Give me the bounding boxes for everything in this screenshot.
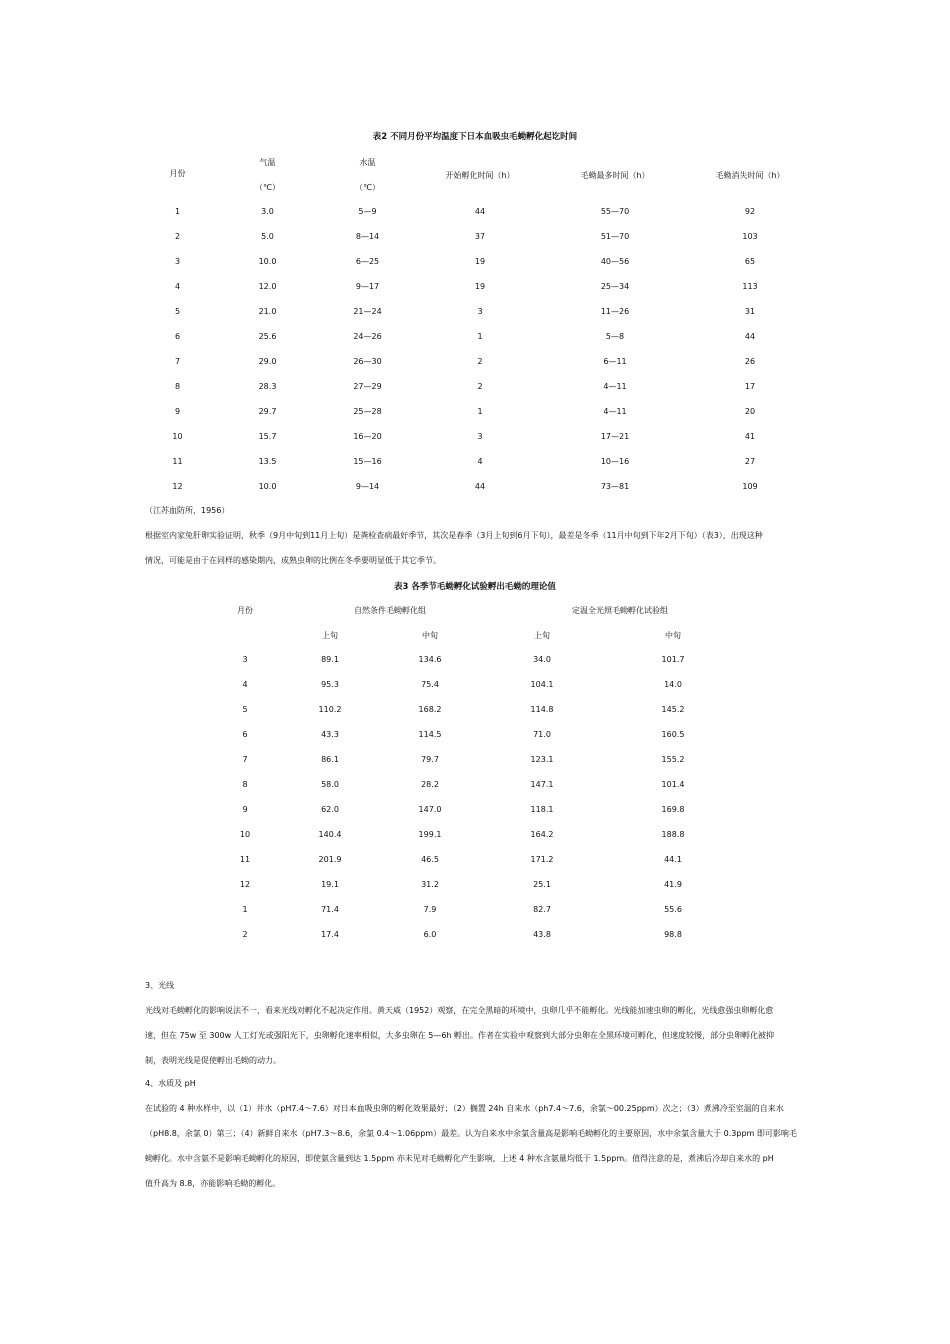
table2-cell: 31 xyxy=(744,307,756,316)
table2-cell: 29.0 xyxy=(258,357,277,366)
table3-cell: 1 xyxy=(242,905,248,914)
table3-cell: 19.1 xyxy=(321,880,339,889)
table2-cell: 5.0 xyxy=(261,232,274,241)
table3-cell: 95.3 xyxy=(321,680,339,689)
table2-cell: 25.6 xyxy=(258,332,277,341)
table2-cell: 40—56 xyxy=(600,257,630,266)
table3-cell: 5 xyxy=(242,705,248,714)
table2-cell: 4—11 xyxy=(603,407,627,416)
table2-cell: 6 xyxy=(174,332,181,341)
table3-cell: 123.1 xyxy=(530,755,554,764)
table3-cell: 71.0 xyxy=(533,730,551,739)
table3-cell: 86.1 xyxy=(321,755,339,764)
table2-cell: 17 xyxy=(744,382,756,391)
table3-cell: 98.8 xyxy=(664,930,682,939)
table3-cell: 147.1 xyxy=(530,780,554,789)
table3-cell: 145.2 xyxy=(661,705,685,714)
table3-cell: 79.7 xyxy=(421,755,439,764)
table2-cell: 55—70 xyxy=(600,207,630,216)
table2-cell: 6—11 xyxy=(603,357,627,366)
table2-cell: 11 xyxy=(172,457,183,466)
table3-cell: 82.7 xyxy=(533,905,551,914)
table2-cell: 51—70 xyxy=(600,232,630,241)
table3-cell: 8 xyxy=(242,780,248,789)
table2-header-end-time: 毛蚴消失时间（h） xyxy=(715,171,785,180)
table3-cell: 4 xyxy=(242,680,248,689)
table2-cell: 26—30 xyxy=(353,357,382,366)
table2-cell: 19 xyxy=(474,257,486,266)
table2-cell: 27—29 xyxy=(353,382,382,391)
table3-cell: 155.2 xyxy=(661,755,685,764)
table2-cell: 6—25 xyxy=(355,257,380,266)
table3-cell: 147.0 xyxy=(418,805,442,814)
table3-cell: 25.1 xyxy=(533,880,551,889)
table3-cell: 41.9 xyxy=(664,880,682,889)
table2-cell: 10.0 xyxy=(258,482,277,491)
table2-cell: 109 xyxy=(742,482,758,491)
table3-cell: 104.1 xyxy=(530,680,554,689)
table2-cell: 8—14 xyxy=(355,232,380,241)
table3-cell: 43.3 xyxy=(321,730,339,739)
table3-cell: 6.0 xyxy=(423,930,437,939)
table3-cell: 12 xyxy=(239,880,251,889)
table3-cell: 188.8 xyxy=(661,830,685,839)
table3-cell: 199.1 xyxy=(418,830,442,839)
paragraph-line: 情况，可能是由于在同样的感染期内，成熟虫卵的比例在冬季要明显低于其它季节。 xyxy=(145,556,441,565)
table3-subheader-mid: 中旬 xyxy=(422,631,438,640)
table2-header-month: 月份 xyxy=(169,169,186,178)
table2-cell: 5—8 xyxy=(605,332,625,341)
table2-cell: 5—9 xyxy=(358,207,377,216)
table2-cell: 12.0 xyxy=(258,282,277,291)
paragraph-line: 在试验的 4 种水样中，以（1）井水（pH7.4～7.6）对日本血吸虫卵的孵化效果最好；（2）搁置 24h 自来水（ph7.4～7.6，余氯～00.25ppm）次之；（3）煮沸冷至室温的自来水 xyxy=(145,1104,784,1113)
table2-cell: 9 xyxy=(174,407,181,416)
table2-cell: 3 xyxy=(477,307,483,316)
table2-cell: 25—34 xyxy=(600,282,630,291)
table3-cell: 134.6 xyxy=(418,655,442,664)
table2-cell: 1 xyxy=(174,207,181,216)
table3-title: 表3 各季节毛蚴孵化试验孵出毛蚴的理论值 xyxy=(394,582,556,592)
paragraph-line: 值升高为 8.8，亦能影响毛蚴的孵化。 xyxy=(145,1179,281,1188)
table3-subheader-early: 上旬 xyxy=(534,631,550,640)
table3-cell: 75.4 xyxy=(421,680,439,689)
table3-cell: 7.9 xyxy=(423,905,437,914)
table2-cell: 13.5 xyxy=(258,457,277,466)
table3-cell: 71.4 xyxy=(321,905,339,914)
table2-cell: 113 xyxy=(742,282,758,291)
table2-cell: 7 xyxy=(174,357,181,366)
table2-cell: 73—81 xyxy=(600,482,630,491)
table2-title: 表2 不同月份平均温度下日本血吸虫毛蚴孵化起讫时间 xyxy=(372,132,578,142)
table3-cell: 10 xyxy=(239,830,251,839)
table2-cell: 9—14 xyxy=(355,482,380,491)
table2-cell: 10.0 xyxy=(258,257,277,266)
table2-header-water-temp: 水温 xyxy=(359,158,376,167)
table3-cell: 14.0 xyxy=(664,680,682,689)
table2-cell: 17—21 xyxy=(600,432,630,441)
table2-cell: 28.3 xyxy=(258,382,277,391)
paragraph-line: 根据室内家兔肝卵实验证明，秋季（9月中旬到11月上旬）是粪检查病最好季节，其次是春季（3月上旬到6月下旬），最差是冬季（11月中旬到下年2月下旬）（表3），出现这种 xyxy=(145,531,763,540)
table2-cell: 9—17 xyxy=(355,282,380,291)
table3-cell: 114.5 xyxy=(418,730,442,739)
table3-cell: 169.8 xyxy=(661,805,685,814)
paragraph-seasons xyxy=(145,523,810,573)
table3-cell: 101.7 xyxy=(661,655,685,664)
table3-cell: 2 xyxy=(242,930,248,939)
table3-header-month: 月份 xyxy=(237,606,253,615)
table2-header-peak-time: 毛蚴最多时间（h） xyxy=(580,171,650,180)
section3-heading: 3、光线 xyxy=(145,981,175,990)
table3-cell: 160.5 xyxy=(661,730,685,739)
table2-cell: 11—26 xyxy=(600,307,630,316)
table2-cell: 15.7 xyxy=(258,432,277,441)
table2-cell: 4—11 xyxy=(603,382,627,391)
table3-cell: 114.8 xyxy=(530,705,554,714)
table2-cell: 10 xyxy=(172,432,183,441)
table2-cell: 2 xyxy=(477,357,483,366)
table3-cell: 140.4 xyxy=(318,830,342,839)
table2-cell: 5 xyxy=(174,307,181,316)
table3-cell: 9 xyxy=(242,805,248,814)
table3-cell: 34.0 xyxy=(533,655,551,664)
paragraph-line: 速，但在 75w 至 300w 人工灯光或强阳光下，虫卵孵化速率相似，大多虫卵在 5—6h 孵出。作者在实验中观察到大部分虫卵在全黑环境可孵化，但速度较慢，部分虫卵孵化被抑 xyxy=(145,1031,775,1040)
table2-cell: 4 xyxy=(174,282,181,291)
table3-cell: 164.2 xyxy=(530,830,554,839)
section4-heading: 4、水质及 pH xyxy=(145,1079,196,1088)
table3-cell: 44.1 xyxy=(664,855,682,864)
table2-cell: 92 xyxy=(744,207,756,216)
paragraph-line: 光线对毛蚴孵化的影响说法不一，看来光线对孵化不起决定作用。黄天威（1952）观察，在完全黑暗的环境中，虫卵几乎不能孵化。光线能加速虫卵的孵化，光线愈强虫卵孵化愈 xyxy=(145,1006,774,1015)
table2-cell: 26 xyxy=(744,357,756,366)
table2-cell: 24—26 xyxy=(353,332,382,341)
table2-cell: 3 xyxy=(174,257,181,266)
table2-cell: 44 xyxy=(474,207,486,216)
table3-cell: 171.2 xyxy=(530,855,554,864)
table2-cell: 2 xyxy=(477,382,483,391)
table3-cell: 7 xyxy=(242,755,248,764)
paragraph-line: 制，表明光线是促使孵出毛蚴的动力。 xyxy=(145,1056,281,1065)
table3-cell: 6 xyxy=(242,730,248,739)
table3-cell: 89.1 xyxy=(321,655,339,664)
paragraph-line: 蚴孵化。水中含氨不是影响毛蚴孵化的原因，即使氨含量到达 1.5ppm 亦未见对毛蚴孵化产生影响，上述 4 种水含氨量均低于 1.5ppm。值得注意的是，煮沸后冷却自来水的 pH xyxy=(145,1154,774,1163)
table2-header-air-temp: 气温 xyxy=(259,158,276,167)
table3-subheader-early: 上旬 xyxy=(322,631,338,640)
table2-cell: 21—24 xyxy=(353,307,382,316)
table3-cell: 62.0 xyxy=(321,805,339,814)
table2-source: （江苏血防所，1956） xyxy=(145,506,230,515)
table3-header-constant-group: 定温全光照毛蚴孵化试验组 xyxy=(572,606,668,615)
table3-cell: 168.2 xyxy=(418,705,442,714)
table2-cell: 3 xyxy=(477,432,483,441)
table2-cell: 1 xyxy=(477,332,483,341)
table3-cell: 46.5 xyxy=(421,855,439,864)
table3-cell: 3 xyxy=(242,655,248,664)
table2-cell: 2 xyxy=(174,232,181,241)
table2-cell: 41 xyxy=(744,432,756,441)
table3-header-natural-group: 自然条件毛蚴孵化组 xyxy=(354,606,426,615)
table2-cell: 8 xyxy=(174,382,181,391)
table2-cell: 65 xyxy=(744,257,756,266)
table2-cell: 12 xyxy=(172,482,183,491)
table2-cell: 27 xyxy=(744,457,756,466)
table3-cell: 17.4 xyxy=(321,930,339,939)
table3-cell: 11 xyxy=(239,855,251,864)
table2-cell: 21.0 xyxy=(258,307,277,316)
table2-cell: 10—16 xyxy=(600,457,630,466)
table2-cell: 4 xyxy=(477,457,483,466)
table3-subheader-mid: 中旬 xyxy=(665,631,681,640)
table3-cell: 28.2 xyxy=(421,780,439,789)
table2-header-water-temp-unit: （℃） xyxy=(355,183,380,192)
table2-cell: 25—28 xyxy=(353,407,382,416)
table2-header-start-time: 开始孵化时间（h） xyxy=(445,171,515,180)
table2-cell: 44 xyxy=(474,482,486,491)
table2-cell: 37 xyxy=(474,232,486,241)
table2-cell: 103 xyxy=(742,232,758,241)
section4-paragraph xyxy=(145,1096,810,1196)
table2-header-air-temp-unit: （℃） xyxy=(255,183,280,192)
table2-cell: 15—16 xyxy=(353,457,382,466)
table2-cell: 1 xyxy=(477,407,483,416)
table3-cell: 110.2 xyxy=(318,705,342,714)
table2-cell: 20 xyxy=(744,407,756,416)
table3-cell: 201.9 xyxy=(318,855,342,864)
table2-cell: 29.7 xyxy=(258,407,277,416)
paragraph-line: （pH8.8，余氯 0）第三；（4）新鲜自来水（pH7.3～8.6，余氯 0.4～1.06ppm）最差。认为自来水中余氯含量高是影响毛蚴孵化的主要原因，水中余氯含量大于 0.3ppm 即可影响毛 xyxy=(145,1129,797,1138)
table3-cell: 55.6 xyxy=(664,905,682,914)
table2-cell: 3.0 xyxy=(261,207,274,216)
table2-cell: 16—20 xyxy=(353,432,382,441)
table2-cell: 19 xyxy=(474,282,486,291)
table3-cell: 101.4 xyxy=(661,780,685,789)
section3-paragraph xyxy=(145,998,810,1073)
table3-cell: 43.8 xyxy=(533,930,551,939)
table2-cell: 44 xyxy=(744,332,756,341)
table3-cell: 118.1 xyxy=(530,805,554,814)
table3-cell: 58.0 xyxy=(321,780,339,789)
table3-cell: 31.2 xyxy=(421,880,439,889)
